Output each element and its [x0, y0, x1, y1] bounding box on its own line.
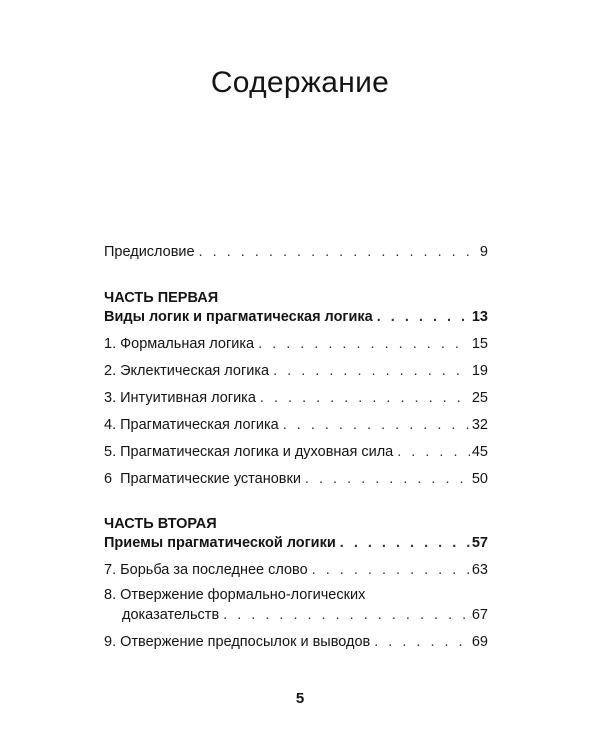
toc-entry-page: 45 — [471, 444, 488, 460]
toc-entry-page: 32 — [471, 417, 488, 433]
dot-leader — [283, 416, 470, 434]
part1-heading: ЧАСТЬ ПЕРВАЯ — [104, 290, 219, 306]
toc-entry-chapter-7[interactable] — [104, 561, 488, 579]
dot-leader — [305, 470, 470, 488]
toc-entry-label: Предисловие — [104, 244, 195, 260]
toc-entry-label: Приемы прагматической логики — [104, 535, 336, 551]
toc-entry-label: 1. Формальная логика — [104, 336, 255, 352]
toc-entry-chapter-2[interactable] — [104, 362, 488, 380]
toc-entry-chapter-3[interactable] — [104, 389, 488, 407]
toc-entry-page: 15 — [471, 336, 488, 352]
toc-entry-chapter-4[interactable] — [104, 416, 488, 434]
toc-entry-label: 7. Борьба за последнее слово — [104, 562, 308, 578]
toc-entry-label: 3. Интуитивная логика — [104, 390, 256, 406]
page-title: Содержание — [210, 66, 390, 99]
toc-entry-chapter-6[interactable] — [104, 470, 488, 488]
toc-entry-label: 2. Эклектическая логика — [104, 363, 270, 379]
toc-entry-page: 9 — [479, 244, 488, 260]
dot-leader — [397, 443, 470, 461]
toc-entry-page: 63 — [471, 562, 488, 578]
toc-entry-page: 13 — [471, 309, 488, 325]
toc-entry-chapter-8[interactable] — [104, 606, 488, 624]
part2-heading: ЧАСТЬ ВТОРАЯ — [104, 516, 217, 532]
dot-leader — [340, 534, 470, 552]
page-number: 5 — [295, 690, 305, 707]
dot-leader — [258, 335, 470, 353]
toc-entry-label: 6 Прагматические установки — [104, 471, 301, 487]
toc-entry-part1-title[interactable] — [104, 308, 488, 326]
toc-entry-page: 69 — [471, 634, 488, 650]
toc-entry-label: 5. Прагматическая логика и духовная сила — [104, 444, 394, 460]
toc-entry-chapter-1[interactable] — [104, 335, 488, 353]
dot-leader — [260, 389, 470, 407]
toc-entry-chapter-5[interactable] — [104, 443, 488, 461]
toc-entry-label: доказательств — [122, 607, 220, 623]
dot-leader — [199, 243, 478, 261]
dot-leader — [223, 606, 470, 624]
toc-entry-page: 19 — [471, 363, 488, 379]
toc-entry-part2-title[interactable] — [104, 534, 488, 552]
toc-entry-page: 67 — [471, 607, 488, 623]
dot-leader — [377, 308, 470, 326]
toc-entry-page: 50 — [471, 471, 488, 487]
toc-entry-chapter-9[interactable] — [104, 633, 488, 651]
toc-entry-chapter-8-line1: 8. Отвержение формально-логических — [104, 587, 366, 603]
dot-leader — [273, 362, 470, 380]
toc-entry-label: Виды логик и прагматическая логика — [104, 309, 373, 325]
toc-entry-label: 9. Отвержение предпосылок и выводов — [104, 634, 371, 650]
toc-entry-page: 57 — [471, 535, 488, 551]
dot-leader — [312, 561, 470, 579]
dot-leader — [374, 633, 470, 651]
toc-entry-label: 4. Прагматическая логика — [104, 417, 279, 433]
toc-entry-preface[interactable] — [104, 243, 488, 261]
toc-entry-page: 25 — [471, 390, 488, 406]
